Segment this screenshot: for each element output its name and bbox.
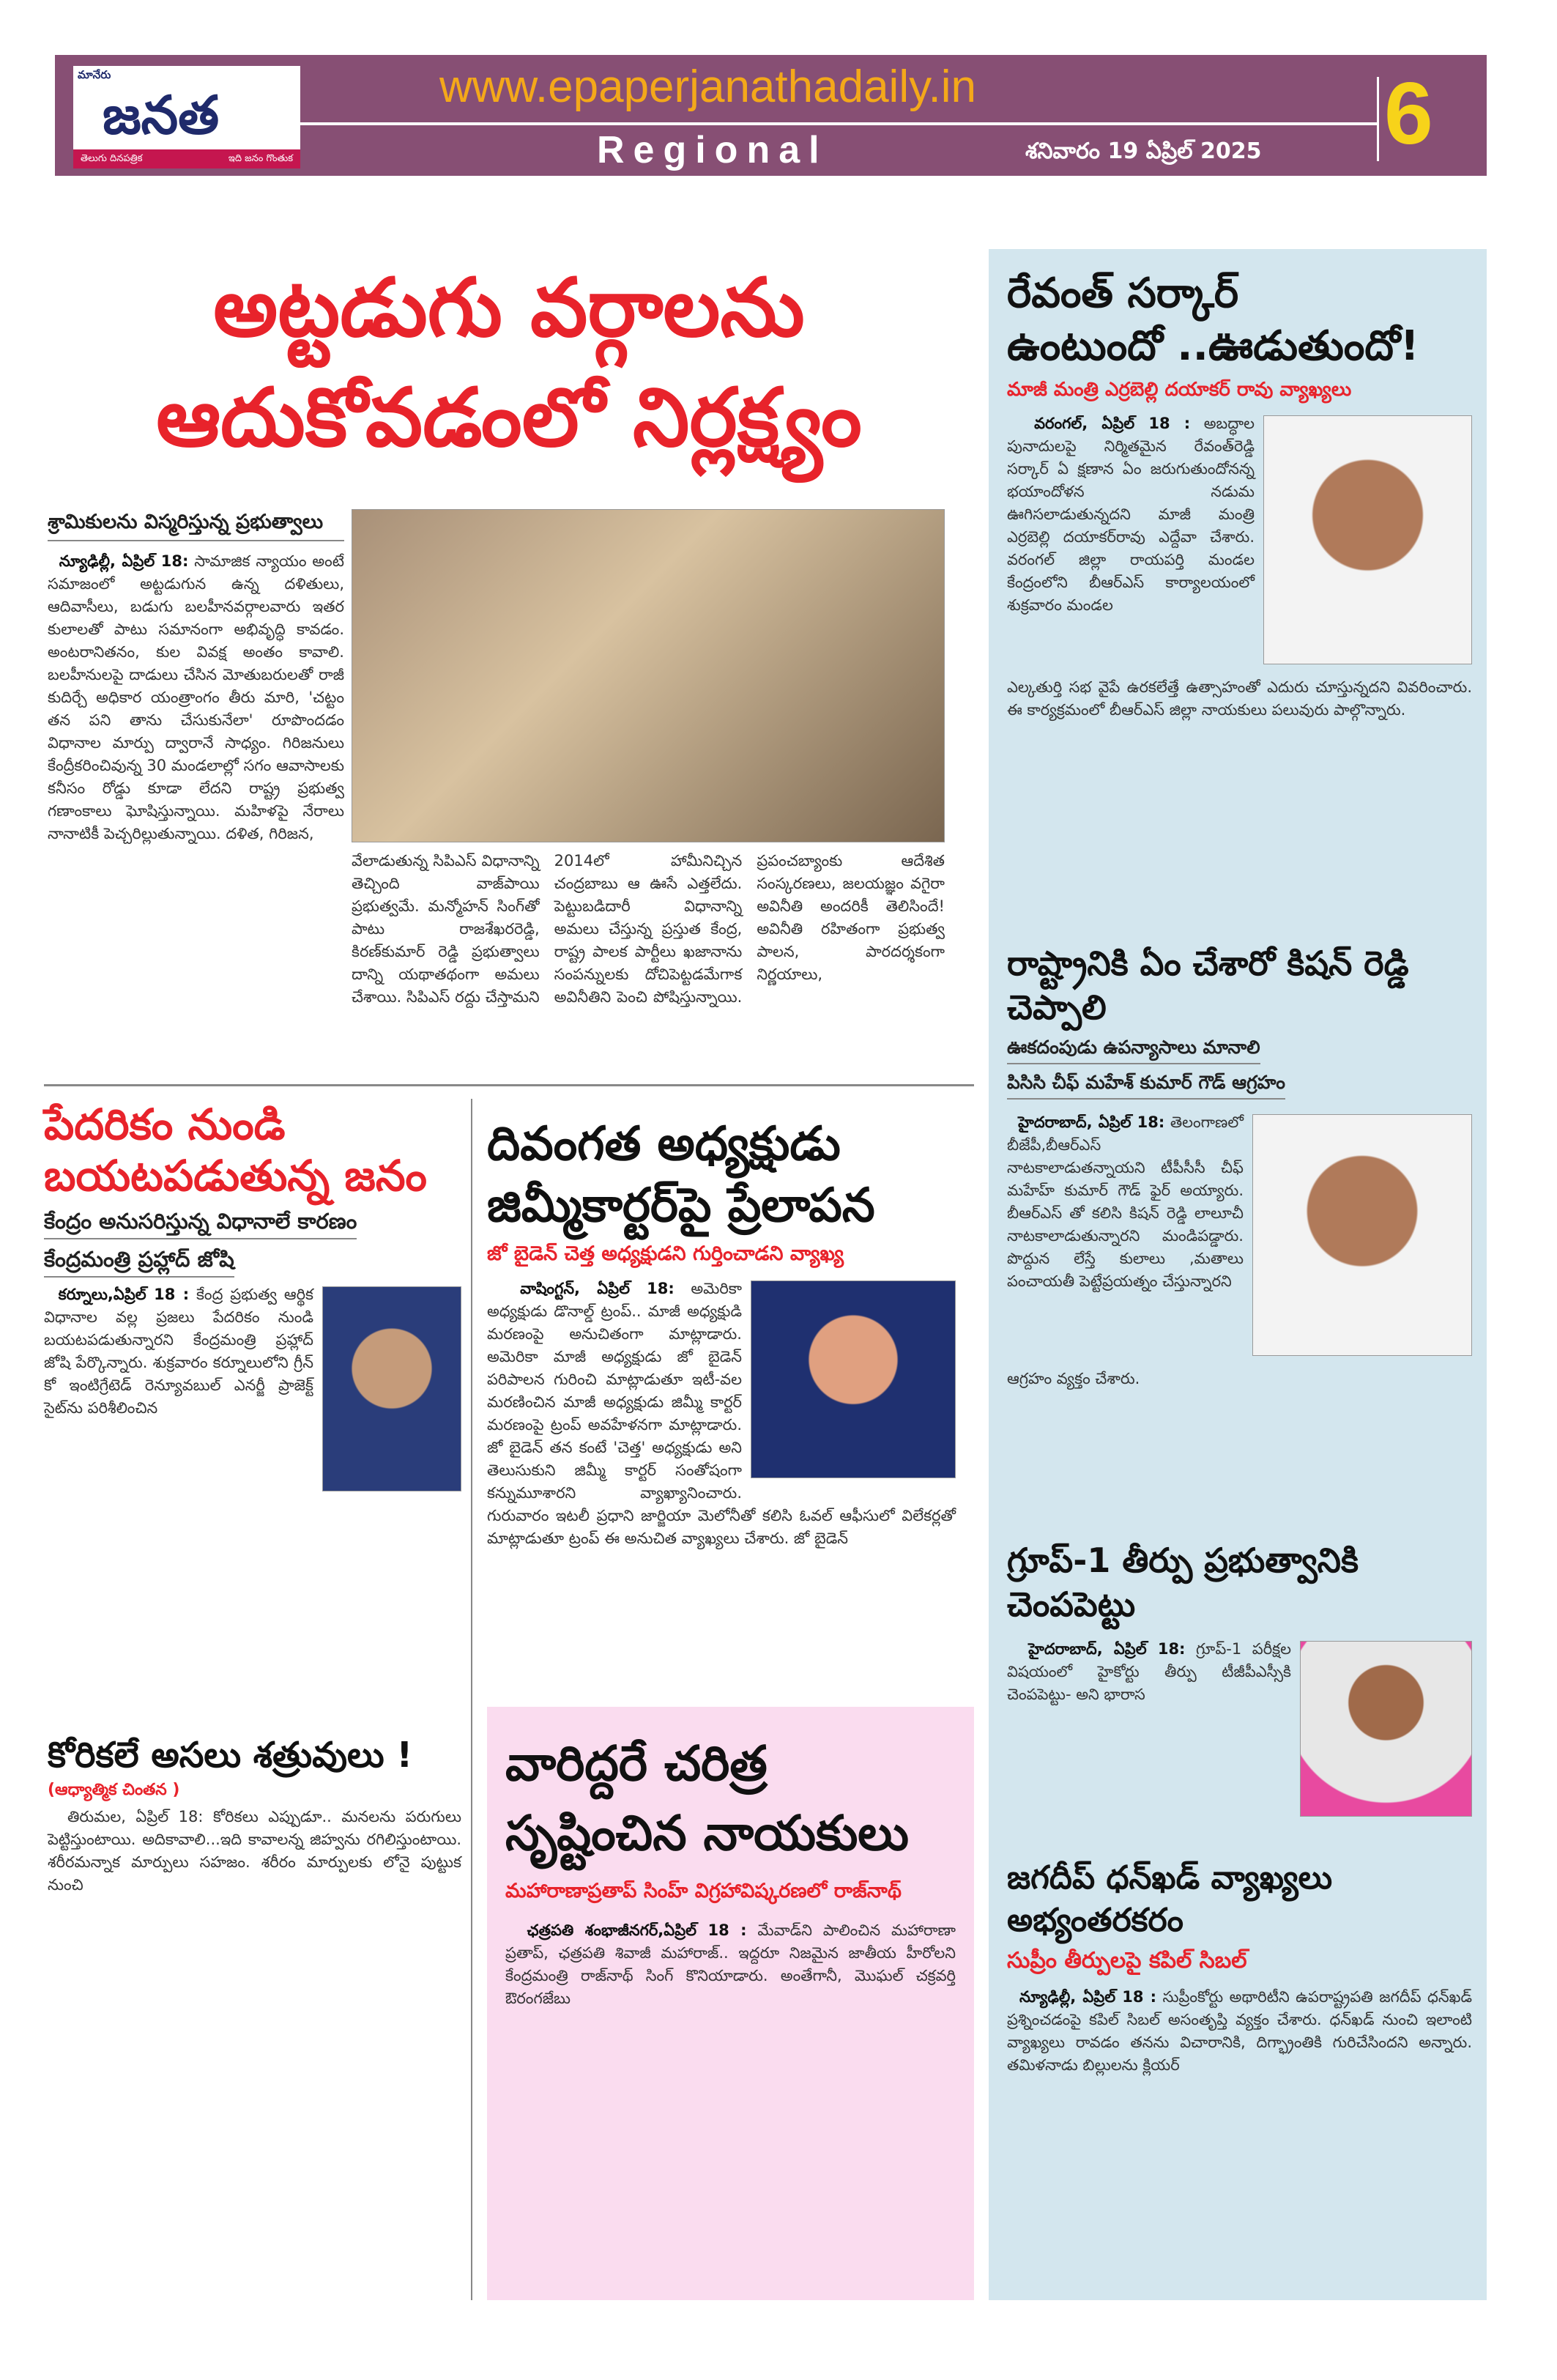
poverty-headline-line2: బయటపడుతున్న జనం bbox=[44, 1151, 427, 1201]
history-body-text: మేవాడ్‌ని పాలించిన మహారాణా ప్రతాప్, ఛత్రపతి శివాజీ మహారాజ్.. ఇద్దరూ నిజమైన జాతీయ హీరోలని కేంద్రమంత్రి రాజ్‌నాథ్ సింగ్ కొనియాడారు. అంతేగానీ, మొఘల్ చక్రవర్తి ఔరంగజేబు bbox=[505, 1921, 956, 2007]
masthead bbox=[55, 55, 1487, 176]
group1-headline: గ్రూప్-1 తీర్పు ప్రభుత్వానికి చెంపపెట్టు bbox=[1007, 1541, 1359, 1624]
lead-headline-line1: అట్టడుగు వర్గాలను bbox=[213, 261, 805, 355]
dhankhar-headline: జగదీప్ ధన్‌ఖడ్ వ్యాఖ్యలు అభ్యంతరకరం bbox=[1007, 1859, 1333, 1939]
revanth-subhead: మాజీ మంత్రి ఎర్రబెల్లి దయాకర్ రావు వ్యాఖ్యలు bbox=[1007, 379, 1352, 401]
carter-subhead: జో బైడెన్ చెత్త అధ్యక్షుడని గుర్తించాడని వ్యాఖ్య bbox=[487, 1242, 844, 1265]
kishan-story bbox=[1007, 934, 1472, 1531]
website-url[interactable]: www.epaperjanathadaily.in bbox=[439, 62, 976, 112]
history-headline bbox=[505, 1729, 956, 1868]
dhankhar-body bbox=[1007, 1986, 1472, 2077]
section-divider bbox=[44, 1084, 974, 1086]
carter-headline bbox=[487, 1113, 956, 1237]
logo-tag-left: తెలుగు దినపత్రిక bbox=[81, 153, 143, 164]
kishan-body-end: ఆగ్రహం వ్యక్తం చేశారు. bbox=[1007, 1370, 1140, 1387]
revanth-story bbox=[1007, 267, 1472, 934]
logo-name: జనత bbox=[103, 84, 220, 146]
lead-dateline: న్యూఢిల్లీ, ఏప్రిల్ 18: bbox=[59, 552, 189, 570]
kishan-subhead-2: పిసిసి చీఫ్ మహేశ్ కుమార్ గౌడ్ ఆగ్రహం bbox=[1007, 1070, 1285, 1100]
desires-kicker: (ఆధ్యాత్మిక చింతన ) bbox=[48, 1781, 180, 1799]
kishan-dateline: హైదరాబాద్, ఏప్రిల్ 18: bbox=[1018, 1113, 1165, 1131]
lead-left-column bbox=[48, 509, 344, 845]
carter-body-text: అమెరికా అధ్యక్షుడు డొనాల్డ్ ట్రంప్.. మాజీ అధ్యక్షుడి మరణంపై అనుచితంగా మాట్లాడారు. అమెరికా మాజీ అధ్యక్షుడు జో బైడెన్ పరిపాలన గురించి మాట్లాడుతూ ఇటీ-వల మరణించిన మాజీ అధ్యక్షుడు జిమ్మీ కార్టర్ మరణంపై ట్రంప్ అవహేళనగా మాట్లాడారు. జో బైడెన్ తన కంటే 'చెత్త' అధ్యక్షుడు అని తెలుసుకుని జిమ్మీ కార్టర్ సంతోషంగా కన్నుమూశారని వ్యాఖ్యానించారు. గురువారం ఇటలీ ప్రధాని జార్జియా మెలోనీతో కలిసి ఓవల్ ఆఫీసులో విలేకర్లతో మాట్లాడుతూ ట్రంప్ ఈ అనుచిత వ్యాఖ్యలు చేశారు. జో బైడెన్ bbox=[487, 1280, 956, 1547]
dhankhar-dateline: న్యూఢిల్లీ, ఏప్రిల్ 18 : bbox=[1019, 1988, 1156, 2006]
photo-brs-leader bbox=[1300, 1641, 1472, 1817]
logo-top-text: మానేరు bbox=[78, 68, 111, 81]
photo-prahlad-joshi bbox=[322, 1286, 461, 1491]
revanth-dateline: వరంగల్, ఏప్రిల్ 18 : bbox=[1034, 415, 1191, 432]
photo-errabelli-dayakar-rao bbox=[1263, 415, 1472, 664]
history-dateline: ఛత్రపతి శంభాజీనగర్,ఏప్రిల్ 18 : bbox=[527, 1921, 747, 1939]
section-name: Regional bbox=[597, 129, 828, 171]
poverty-subhead-1: కేంద్రం అనుసరిస్తున్న విధానాలే కారణం bbox=[44, 1207, 357, 1239]
desires-headline: కోరికలే అసలు శత్రువులు ! bbox=[48, 1735, 413, 1776]
revanth-headline bbox=[1007, 267, 1472, 373]
revanth-body-text: అబద్ధాల పునాదులపై నిర్మితమైన రేవంత్‌రెడ్డి సర్కార్ ఏ క్షణాన ఏం జరుగుతుందోనన్న భయాందోళన నడుమ ఊగిసలాడుతున్నదని మాజీ మంత్రి ఎర్రబెల్లి దయాకర్‌రావు ఎద్దేవా చేశారు. వరంగల్ జిల్లా రాయపర్తి మండల కేంద్రంలోని బీఆర్ఎస్ కార్యాలయంలో శుక్రవారం మండల bbox=[1007, 415, 1255, 614]
carter-headline-line2: జిమ్మీకార్టర్‌పై ప్రేలాపన bbox=[487, 1179, 875, 1233]
lead-body-column-1 bbox=[48, 550, 344, 845]
dhankhar-subhead: సుప్రీం తీర్పులపై కపిల్ సిబల్ bbox=[1007, 1948, 1247, 1973]
group1-dateline: హైదరాబాద్, ఏప్రిల్ 18: bbox=[1028, 1640, 1186, 1658]
desires-body bbox=[48, 1806, 461, 1897]
header-vertical-divider bbox=[1377, 77, 1379, 161]
lead-headline bbox=[44, 253, 974, 472]
poverty-story bbox=[44, 1099, 461, 1497]
desires-story bbox=[48, 1732, 461, 1897]
dhankhar-story bbox=[1007, 1850, 1472, 2077]
revanth-headline-line1: రేవంత్ సర్కార్ bbox=[1007, 270, 1239, 317]
group1-body-text: గ్రూప్-1 పరీక్షల విషయంలో హైకోర్టు తీర్పు టీజీపీఎస్సీకి చెంపపెట్టు- అని భారాస bbox=[1007, 1640, 1291, 1703]
photo-mahesh-kumar-goud bbox=[1252, 1114, 1472, 1356]
poverty-dateline: కర్నూలు,ఏప్రిల్ 18 : bbox=[58, 1286, 190, 1303]
lead-body-columns: వేలాడుతున్న సిపిఎస్ విధానాన్ని తెచ్చింది వాజ్‌పాయి ప్రభుత్వమే. మన్మోహన్ సింగ్‌తో పాటు రాజశేఖరరెడ్డి, కిరణ్‌కుమార్ రెడ్డి ప్రభుత్వాలు దాన్ని యథాతథంగా అమలు చేశాయి. సిపిఎస్ రద్దు చేస్తామని 2014లో హామీనిచ్చిన చంద్రబాబు ఆ ఊసే ఎత్తలేదు. పెట్టుబడిదారీ విధానాన్ని అమలు చేస్తున్న ప్రస్తుత కేంద్ర, రాష్ట్ర పాలక పార్టీలు ఖజానాను సంపన్నులకు దోచిపెట్టడమేగాక అవినీతిని పెంచి పోషిస్తున్నాయి. ప్రపంచబ్యాంకు ఆదేశిత సంస్కరణలు, జలయజ్ఞం వగైరా అవినీతి అందరికీ తెలిసిందే! అవినీతి రహితంగా ప్రభుత్వ పాలన, పారదర్శకంగా నిర్ణయాలు, bbox=[352, 852, 945, 1006]
history-headline-line1: వారిద్దరే చరిత్ర bbox=[505, 1735, 768, 1792]
poverty-subhead-2: కేంద్రమంత్రి ప్రహ్లాద్ జోషి bbox=[44, 1245, 234, 1278]
photo-donald-trump bbox=[751, 1280, 956, 1478]
column-divider bbox=[471, 1099, 472, 2300]
header-divider bbox=[300, 122, 1377, 125]
lead-headline-line2: ఆదుకోవడంలో నిర్లక్ష్యం bbox=[156, 371, 862, 464]
lead-photo-workers bbox=[352, 509, 945, 842]
issue-date: శనివారం 19 ఏప్రిల్ 2025 bbox=[1025, 138, 1262, 164]
history-headline-line2: సృష్టించిన నాయకులు bbox=[505, 1805, 909, 1861]
history-body bbox=[505, 1919, 956, 2010]
kishan-body-text: తెలంగాణలో బీజేపీ,బీఆర్ఎస్ నాటకాలాడుతన్నాయని టీపీసీసీ చీఫ్ మహేహ్ కుమార్ గౌడ్ ఫైర్ అయ్యారు. బీఆర్ఎస్ తో కలిసి కిషన్ రెడ్డి లాలూచీ నాటకాలాడుతున్నారని మండిపడ్డారు. పొద్దున లేస్తే కులాలు ,మతాలు పంచాయతీ పెట్టేప్రయత్నం చేస్తున్నారని bbox=[1007, 1113, 1244, 1290]
poverty-headline-line1: పేదరికం నుండి bbox=[44, 1100, 286, 1149]
carter-headline-line1: దివంగత అధ్యక్షుడు bbox=[487, 1117, 841, 1171]
desires-dateline: తిరుమల, ఏప్రిల్ 18: bbox=[67, 1808, 204, 1825]
revanth-body-end: ఎల్కతుర్తి సభ వైపే ఉరకలేత్తే ఉత్సాహంతో ఎదురు చూస్తున్నదని వివరించారు. ఈ కార్యక్రమంలో బీఆర్ఎస్ జిల్లా నాయకులు పలువురు పాల్గొన్నారు. bbox=[1007, 678, 1472, 719]
lead-body-text: సామాజిక న్యాయం అంటే సమాజంలో అట్టడుగున ఉన్న దళితులు, ఆదివాసీలు, బడుగు బలహీనవర్గాలవారు ఇతర కులాలతో పాటు సమానంగా అభివృద్ధి కావడం. అంటరానితనం, కుల వివక్ష అంతం కావాలి. బలహీనులపై దాడులు చేసిన మోతుబరులతో రాజీ కుదిర్చే అధికార యంత్రాంగం తీరు మారి, 'చట్టం తన పని తాను చేసుకునేలా' రూపొందడం విధానాల మార్పు ద్వారానే సాధ్యం. గిరిజనులు కేంద్రీకరించివున్న 30 మండలాల్లో సగం ఆవాసాలకు కనీసం రోడ్డు కూడా లేదని రాష్ట్ర ప్రభుత్వ గణాంకాలు ఘోషిస్తున్నాయి. మహిళపై నేరాలు నానాటికీ పెచ్చరిల్లుతున్నాయి. దళిత, గిరిజన, bbox=[48, 552, 344, 842]
desires-body-text: కోరికలు ఎప్పుడూ.. మనలను పరుగులు పెట్టిస్తుంటాయి. అదికావాలి...ఇది కావాలన్న జిహ్వను రగిలిస్తుంటాయి. శరీరమన్నాక మార్పులు సహజం. శరీరం మార్పులకు లోనై పుట్టుక నుంచి bbox=[48, 1808, 461, 1894]
page-number: 6 bbox=[1384, 64, 1433, 163]
logo-tagline-band bbox=[73, 149, 300, 168]
right-sidebar bbox=[989, 249, 1487, 2300]
history-subhead: మహారాణాప్రతాప్ సింహ్ విగ్రహావిష్కరణలో రాజ్‌నాథ్ bbox=[505, 1880, 902, 1902]
lead-kicker: శ్రామికులను విస్మరిస్తున్న ప్రభుత్వాలు bbox=[48, 509, 344, 541]
kishan-subhead-1: ఊకదంపుడు ఉపన్యాసాలు మానాలి bbox=[1007, 1035, 1260, 1064]
dhankhar-body-text: సుప్రీంకోర్టు అథారిటీని ఉపరాష్ట్రపతి జగదీప్ ధన్‌ఖడ్ ప్రశ్నించడంపై కపిల్ సిబల్ అసంతృప్తి వ్యక్తం చేశారు. ధన్‌ఖడ్ నుంచి ఇలాంటి వ్యాఖ్యలు రావడం తనను విచారానికి, దిగ్భ్రాంతికి గురిచేసిందని అన్నారు. తమిళనాడు బిల్లులను క్లియర్ bbox=[1007, 1988, 1472, 2074]
poverty-body-text: కేంద్ర ప్రభుత్వ ఆర్థిక విధానాల వల్ల ప్రజలు పేదరికం నుండి బయటపడుతున్నారని కేంద్రమంత్రి ప్రహ్లాద్ జోషి పేర్కొన్నారు. శుక్రవారం కర్నూలులోని గ్రీన్ కో ఇంటిగ్రేటెడ్ రెన్యూవబుల్ ఎనర్జీ ప్రాజెక్ట్ సైట్‌ను పరిశీలించిన bbox=[44, 1286, 313, 1417]
history-story-box bbox=[487, 1707, 974, 2300]
carter-dateline: వాషింగ్టన్, ఏప్రిల్ 18: bbox=[520, 1280, 675, 1297]
logo-tag-right: ఇది జనం గొంతుక bbox=[228, 153, 293, 164]
kishan-headline: రాష్ట్రానికి ఏం చేశారో కిషన్ రెడ్డి చెప్పాలి bbox=[1007, 944, 1409, 1027]
carter-story bbox=[487, 1113, 956, 1550]
newspaper-logo bbox=[73, 66, 300, 168]
poverty-headline bbox=[44, 1099, 461, 1201]
group1-story bbox=[1007, 1531, 1472, 1850]
revanth-headline-line2: ఉంటుందో ..ఊడుతుందో! bbox=[1007, 322, 1419, 370]
